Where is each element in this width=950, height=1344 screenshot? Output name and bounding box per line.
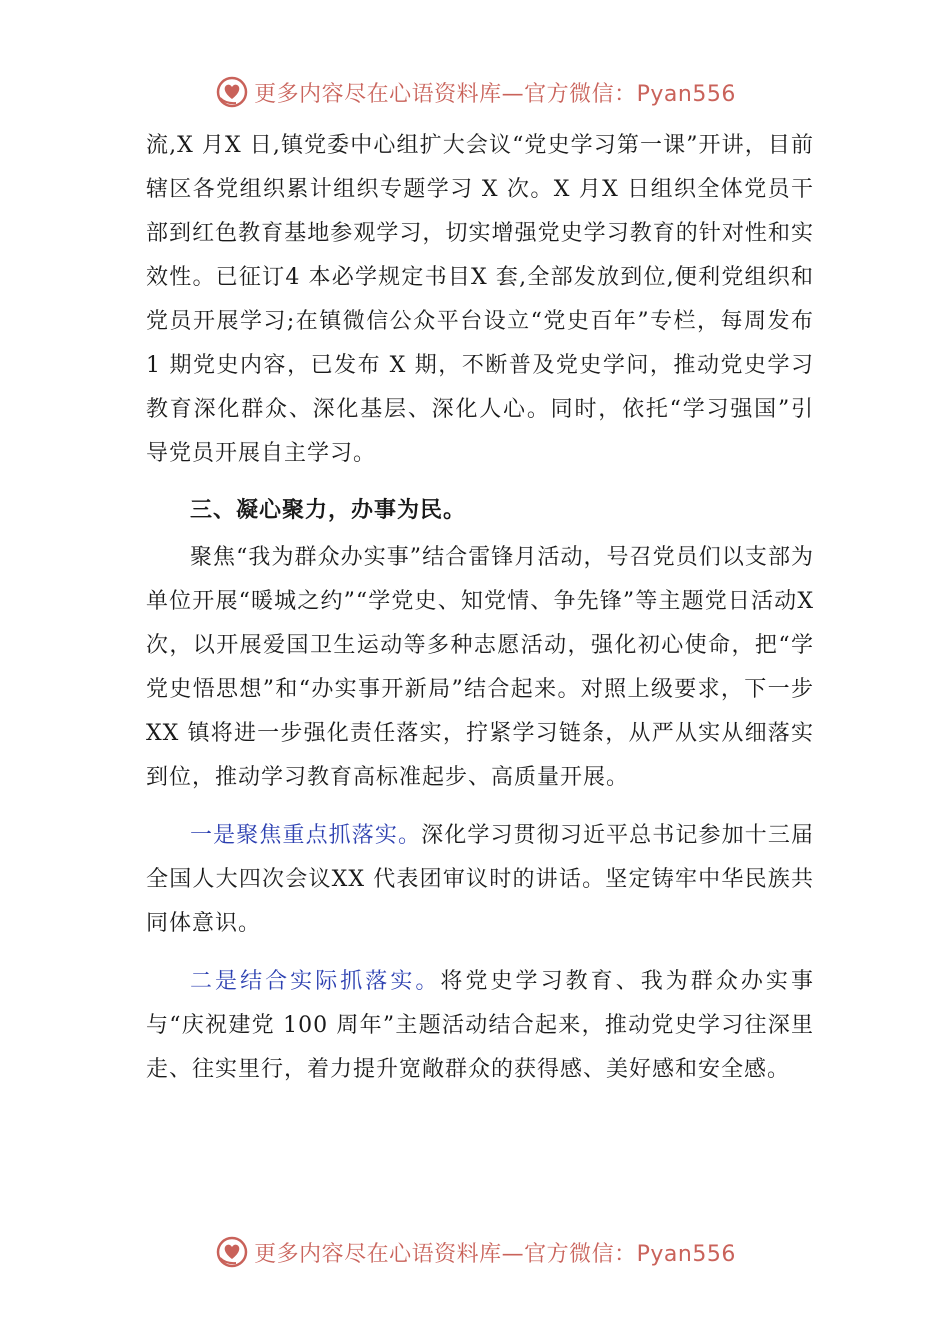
paragraph-2: 聚焦“我为群众办实事”结合雷锋月活动，号召党员们以支部为单位开展“暖城之约”“学党史、知党情、争先锋”等主题党日活动X 次，以开展爱国卫生运动等多种志愿活动，强化初心使命，把“学党史悟思想”和“办实事开新局”结合起来。对照上级要求，下一步XX 镇将进一步强化责任落实，拧紧学习链条，从严从实从细落实到位，推动学习教育高标准起步、高质量开展。 <box>146 545 814 790</box>
paragraph-3-lead: 一是聚焦重点抓落实。 <box>190 823 422 848</box>
document-body <box>146 124 814 1092</box>
paragraph-4-text: 将党史学习教育、我为群众办实事与“庆祝建党 100 周年”主题活动结合起来，推动党史学习往深里走、往实里行，着力提升宽敞群众的获得感、美好感和安全感。 <box>146 969 814 1082</box>
watermark-banner-top <box>0 72 950 112</box>
watermark-text: 更多内容尽在心语资料库—官方微信：Pyan556 <box>254 81 736 107</box>
paragraph-4-lead: 二是结合实际抓落实。 <box>190 969 441 994</box>
paragraph-1: 流,X 月X 日,镇党委中心组扩大会议“党史学习第一课”开讲，目前辖区各党组织累计组织专题学习 X 次。X 月X 日组织全体党员干部到红色教育基地参观学习，切实增强党史学习教育的针对性和实效性。已征订4 本必学规定书目X 套,全部发放到位,便利党组织和党员开展学习;在镇微信公众平台设立“党史百年”专栏，每周发布 1 期党史内容，已发布 X 期，不断普及党史学问，推动党史学习教育深化群众、深化基层、深化人心。同时，依托“学习强国”引导党员开展自主学习。 <box>146 133 814 466</box>
paragraph-3 <box>146 814 814 946</box>
heart-hand-icon <box>214 74 250 110</box>
paragraph-4 <box>146 960 814 1092</box>
heart-hand-icon <box>214 1234 250 1270</box>
paragraph-3-text: 深化学习贯彻习近平总书记参加十三届全国人大四次会议XX 代表团审议时的讲话。坚定铸牢中华民族共同体意识。 <box>146 823 814 936</box>
watermark-banner-bottom <box>0 1232 950 1272</box>
section-heading-3: 三、凝心聚力，办事为民。 <box>190 497 467 523</box>
watermark-text: 更多内容尽在心语资料库—官方微信：Pyan556 <box>254 1241 736 1267</box>
